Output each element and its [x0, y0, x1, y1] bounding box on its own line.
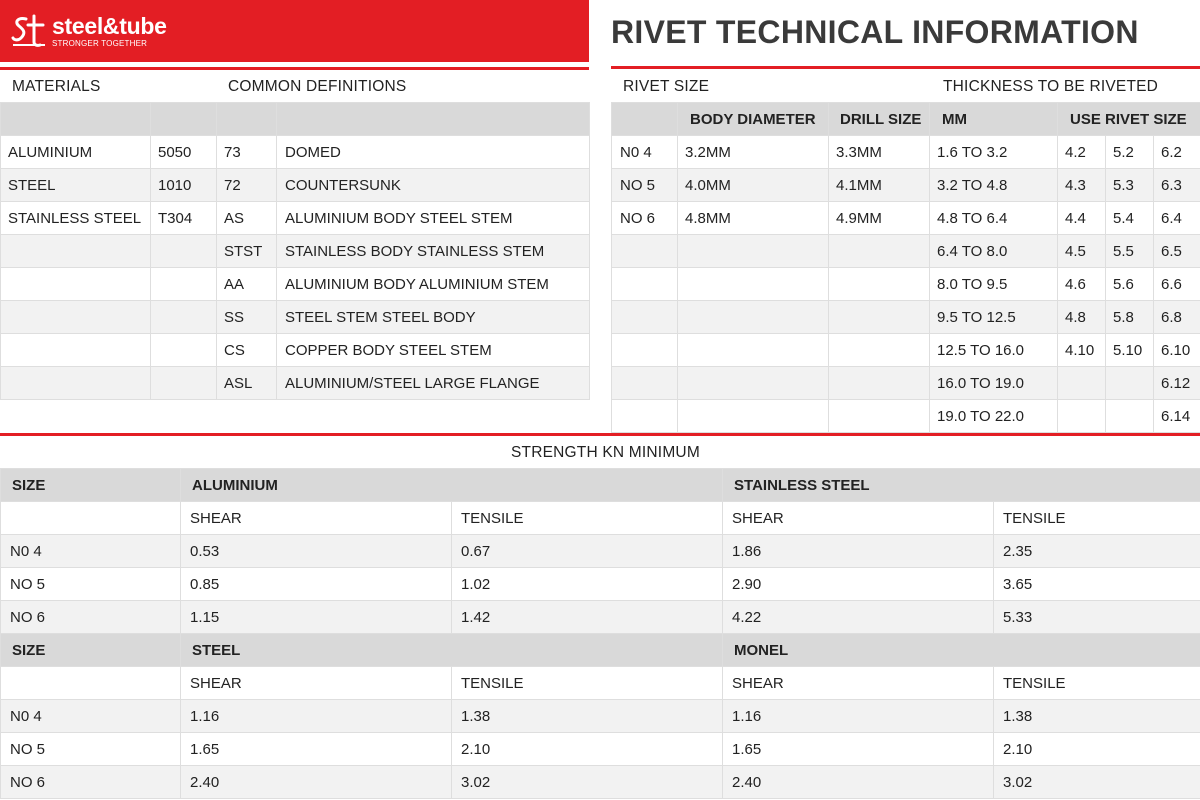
strength-shear-b: 2.40 — [723, 766, 994, 799]
rivet-size-4: 4.10 — [1058, 334, 1106, 367]
strength-tensile-b: 5.33 — [994, 601, 1200, 634]
drill-size — [829, 235, 930, 268]
strength-tensile-a: 0.67 — [452, 535, 723, 568]
material-grade — [151, 301, 217, 334]
common-definitions-heading: COMMON DEFINITIONS — [228, 78, 407, 95]
strength-tensile-b: 2.35 — [994, 535, 1200, 568]
definition-text: ALUMINIUM/STEEL LARGE FLANGE — [277, 367, 590, 400]
materials-row — [1, 334, 590, 367]
section-divider — [0, 433, 1200, 436]
strength-shear-a: 2.40 — [181, 766, 452, 799]
definition-text: ALUMINIUM BODY STEEL STEM — [277, 202, 590, 235]
materials-heading: MATERIALS — [12, 78, 101, 95]
strength-subheader-cell: TENSILE — [452, 502, 723, 535]
rivet-col-size — [612, 103, 678, 136]
definition-code: AS — [217, 202, 277, 235]
drill-size: 3.3MM — [829, 136, 930, 169]
rivet-size-4: 4.4 — [1058, 202, 1106, 235]
strength-shear-b: 1.86 — [723, 535, 994, 568]
body-diameter — [678, 400, 829, 433]
material-grade: 1010 — [151, 169, 217, 202]
strength-subheader — [1, 502, 1200, 535]
thickness-mm: 6.4 TO 8.0 — [930, 235, 1058, 268]
material-name: STAINLESS STEEL — [1, 202, 151, 235]
materials-row — [1, 268, 590, 301]
strength-size: NO 6 — [1, 766, 181, 799]
strength-tensile-b: 3.65 — [994, 568, 1200, 601]
strength-shear-a: 0.53 — [181, 535, 452, 568]
materials-table — [0, 102, 590, 400]
materials-row — [1, 202, 590, 235]
rivet-size-4: 4.6 — [1058, 268, 1106, 301]
thickness-mm: 4.8 TO 6.4 — [930, 202, 1058, 235]
drill-size — [829, 334, 930, 367]
strength-shear-b: 4.22 — [723, 601, 994, 634]
materials-row — [1, 136, 590, 169]
strength-material-header — [1, 634, 1200, 667]
body-diameter — [678, 268, 829, 301]
definition-text: COPPER BODY STEEL STEM — [277, 334, 590, 367]
materials-row — [1, 367, 590, 400]
rivet-size-table — [611, 102, 1200, 433]
strength-tensile-b: 2.10 — [994, 733, 1200, 766]
rivet-col-mm: MM — [930, 103, 1058, 136]
material-name — [1, 268, 151, 301]
definition-text: STAINLESS BODY STAINLESS STEM — [277, 235, 590, 268]
material-grade: 5050 — [151, 136, 217, 169]
materials-row — [1, 169, 590, 202]
material-name — [1, 301, 151, 334]
definition-code: STST — [217, 235, 277, 268]
rivet-size-6: 6.3 — [1154, 169, 1200, 202]
thickness-heading: THICKNESS TO BE RIVETED — [943, 78, 1159, 95]
strength-tensile-a: 2.10 — [452, 733, 723, 766]
materials-header-cell — [217, 103, 277, 136]
rivet-col-drill-size: DRILL SIZE — [829, 103, 930, 136]
materials-header-cell — [151, 103, 217, 136]
rivet-size-5 — [1106, 367, 1154, 400]
body-diameter — [678, 334, 829, 367]
rivet-size-5: 5.4 — [1106, 202, 1154, 235]
rivet-size-5: 5.8 — [1106, 301, 1154, 334]
strength-size: NO 5 — [1, 733, 181, 766]
drill-size: 4.1MM — [829, 169, 930, 202]
thickness-mm: 9.5 TO 12.5 — [930, 301, 1058, 334]
strength-tensile-a: 1.38 — [452, 700, 723, 733]
rivet-size-row — [612, 235, 1200, 268]
strength-tensile-b: 1.38 — [994, 700, 1200, 733]
strength-row — [1, 601, 1200, 634]
rivet-size-4: 4.2 — [1058, 136, 1106, 169]
strength-size: NO 6 — [1, 601, 181, 634]
body-diameter — [678, 235, 829, 268]
definition-code: ASL — [217, 367, 277, 400]
material-name — [1, 367, 151, 400]
strength-tensile-a: 3.02 — [452, 766, 723, 799]
drill-size: 4.9MM — [829, 202, 930, 235]
rivet-size-row — [612, 202, 1200, 235]
page-title: RIVET TECHNICAL INFORMATION — [611, 14, 1139, 50]
body-diameter — [678, 301, 829, 334]
strength-subheader-cell: SHEAR — [723, 667, 994, 700]
rivet-size — [612, 235, 678, 268]
strength-size: NO 5 — [1, 568, 181, 601]
material-b-label: STAINLESS STEEL — [723, 469, 1200, 502]
rivet-size-row — [612, 169, 1200, 202]
material-b-label: MONEL — [723, 634, 1200, 667]
brand-name: steel&tube — [52, 12, 167, 39]
material-a-label: STEEL — [181, 634, 723, 667]
rivet-size-6: 6.2 — [1154, 136, 1200, 169]
rivet-size-4: 4.3 — [1058, 169, 1106, 202]
thickness-mm: 16.0 TO 19.0 — [930, 367, 1058, 400]
strength-row — [1, 766, 1200, 799]
rivet-size — [612, 334, 678, 367]
materials-header-cell — [1, 103, 151, 136]
body-diameter: 4.8MM — [678, 202, 829, 235]
material-name: ALUMINIUM — [1, 136, 151, 169]
strength-subheader-cell: TENSILE — [994, 667, 1200, 700]
strength-row — [1, 568, 1200, 601]
strength-tensile-b: 3.02 — [994, 766, 1200, 799]
rivet-size-4: 4.8 — [1058, 301, 1106, 334]
rivet-size-row — [612, 301, 1200, 334]
materials-header-cell — [277, 103, 590, 136]
rivet-size-5: 5.3 — [1106, 169, 1154, 202]
thickness-mm: 19.0 TO 22.0 — [930, 400, 1058, 433]
strength-subheader-cell: TENSILE — [994, 502, 1200, 535]
strength-heading: STRENGTH KN MINIMUM — [511, 444, 700, 461]
rivet-size — [612, 367, 678, 400]
definition-code: 73 — [217, 136, 277, 169]
strength-tensile-a: 1.02 — [452, 568, 723, 601]
rivet-size-5: 5.2 — [1106, 136, 1154, 169]
body-diameter: 3.2MM — [678, 136, 829, 169]
thickness-mm: 1.6 TO 3.2 — [930, 136, 1058, 169]
strength-shear-a: 1.16 — [181, 700, 452, 733]
material-grade — [151, 268, 217, 301]
brand-underline — [0, 67, 589, 70]
brand-header — [0, 0, 589, 62]
rivet-size-row — [612, 268, 1200, 301]
brand-logo — [10, 12, 167, 50]
rivet-size-row — [612, 400, 1200, 433]
materials-row — [1, 301, 590, 334]
rivet-size — [612, 400, 678, 433]
body-diameter — [678, 367, 829, 400]
rivet-size-6: 6.14 — [1154, 400, 1200, 433]
rivet-size: NO 5 — [612, 169, 678, 202]
rivet-size-6: 6.6 — [1154, 268, 1200, 301]
thickness-mm: 12.5 TO 16.0 — [930, 334, 1058, 367]
rivet-size-4: 4.5 — [1058, 235, 1106, 268]
strength-size: N0 4 — [1, 700, 181, 733]
materials-header-row — [1, 103, 590, 136]
strength-shear-b: 1.65 — [723, 733, 994, 766]
definition-text: DOMED — [277, 136, 590, 169]
rivet-size-row — [612, 334, 1200, 367]
title-underline — [611, 66, 1200, 69]
strength-subheader-cell — [1, 667, 181, 700]
rivet-size-4 — [1058, 400, 1106, 433]
drill-size — [829, 268, 930, 301]
rivet-size — [612, 268, 678, 301]
material-grade — [151, 334, 217, 367]
strength-subheader-cell: SHEAR — [723, 502, 994, 535]
strength-size: N0 4 — [1, 535, 181, 568]
material-grade: T304 — [151, 202, 217, 235]
rivet-size-6: 6.12 — [1154, 367, 1200, 400]
rivet-size-row — [612, 367, 1200, 400]
rivet-size — [612, 301, 678, 334]
rivet-size-5: 5.6 — [1106, 268, 1154, 301]
strength-tensile-a: 1.42 — [452, 601, 723, 634]
strength-subheader-cell — [1, 502, 181, 535]
rivet-size-5: 5.5 — [1106, 235, 1154, 268]
size-label: SIZE — [1, 469, 181, 502]
material-grade — [151, 367, 217, 400]
definition-code: SS — [217, 301, 277, 334]
definition-text: COUNTERSUNK — [277, 169, 590, 202]
drill-size — [829, 400, 930, 433]
material-a-label: ALUMINIUM — [181, 469, 723, 502]
rivet-col-use-rivet-size: USE RIVET SIZE — [1058, 103, 1200, 136]
rivet-size-6: 6.8 — [1154, 301, 1200, 334]
rivet-size-row — [612, 136, 1200, 169]
body-diameter: 4.0MM — [678, 169, 829, 202]
strength-subheader-cell: TENSILE — [452, 667, 723, 700]
rivet-size-6: 6.4 — [1154, 202, 1200, 235]
brand-tagline: STRONGER TOGETHER — [52, 38, 148, 48]
strength-row — [1, 700, 1200, 733]
strength-shear-a: 1.65 — [181, 733, 452, 766]
strength-material-header — [1, 469, 1200, 502]
definition-text: STEEL STEM STEEL BODY — [277, 301, 590, 334]
rivet-size-5 — [1106, 400, 1154, 433]
strength-row — [1, 535, 1200, 568]
strength-shear-b: 1.16 — [723, 700, 994, 733]
rivet-col-body-diameter: BODY DIAMETER — [678, 103, 829, 136]
rivet-size-4 — [1058, 367, 1106, 400]
rivet-size-heading: RIVET SIZE — [623, 78, 710, 95]
rivet-size-6: 6.5 — [1154, 235, 1200, 268]
strength-table — [0, 468, 1200, 799]
size-label: SIZE — [1, 634, 181, 667]
definition-code: CS — [217, 334, 277, 367]
material-name: STEEL — [1, 169, 151, 202]
thickness-mm: 3.2 TO 4.8 — [930, 169, 1058, 202]
definition-code: 72 — [217, 169, 277, 202]
rivet-size-6: 6.10 — [1154, 334, 1200, 367]
material-grade — [151, 235, 217, 268]
strength-subheader — [1, 667, 1200, 700]
definition-text: ALUMINIUM BODY ALUMINIUM STEM — [277, 268, 590, 301]
steel-tube-logo-icon — [10, 12, 48, 50]
rivet-size-5: 5.10 — [1106, 334, 1154, 367]
drill-size — [829, 301, 930, 334]
drill-size — [829, 367, 930, 400]
rivet-size: NO 6 — [612, 202, 678, 235]
material-name — [1, 334, 151, 367]
definition-code: AA — [217, 268, 277, 301]
strength-shear-b: 2.90 — [723, 568, 994, 601]
strength-subheader-cell: SHEAR — [181, 502, 452, 535]
strength-shear-a: 1.15 — [181, 601, 452, 634]
rivet-size: N0 4 — [612, 136, 678, 169]
strength-subheader-cell: SHEAR — [181, 667, 452, 700]
thickness-mm: 8.0 TO 9.5 — [930, 268, 1058, 301]
strength-shear-a: 0.85 — [181, 568, 452, 601]
strength-row — [1, 733, 1200, 766]
materials-row — [1, 235, 590, 268]
material-name — [1, 235, 151, 268]
